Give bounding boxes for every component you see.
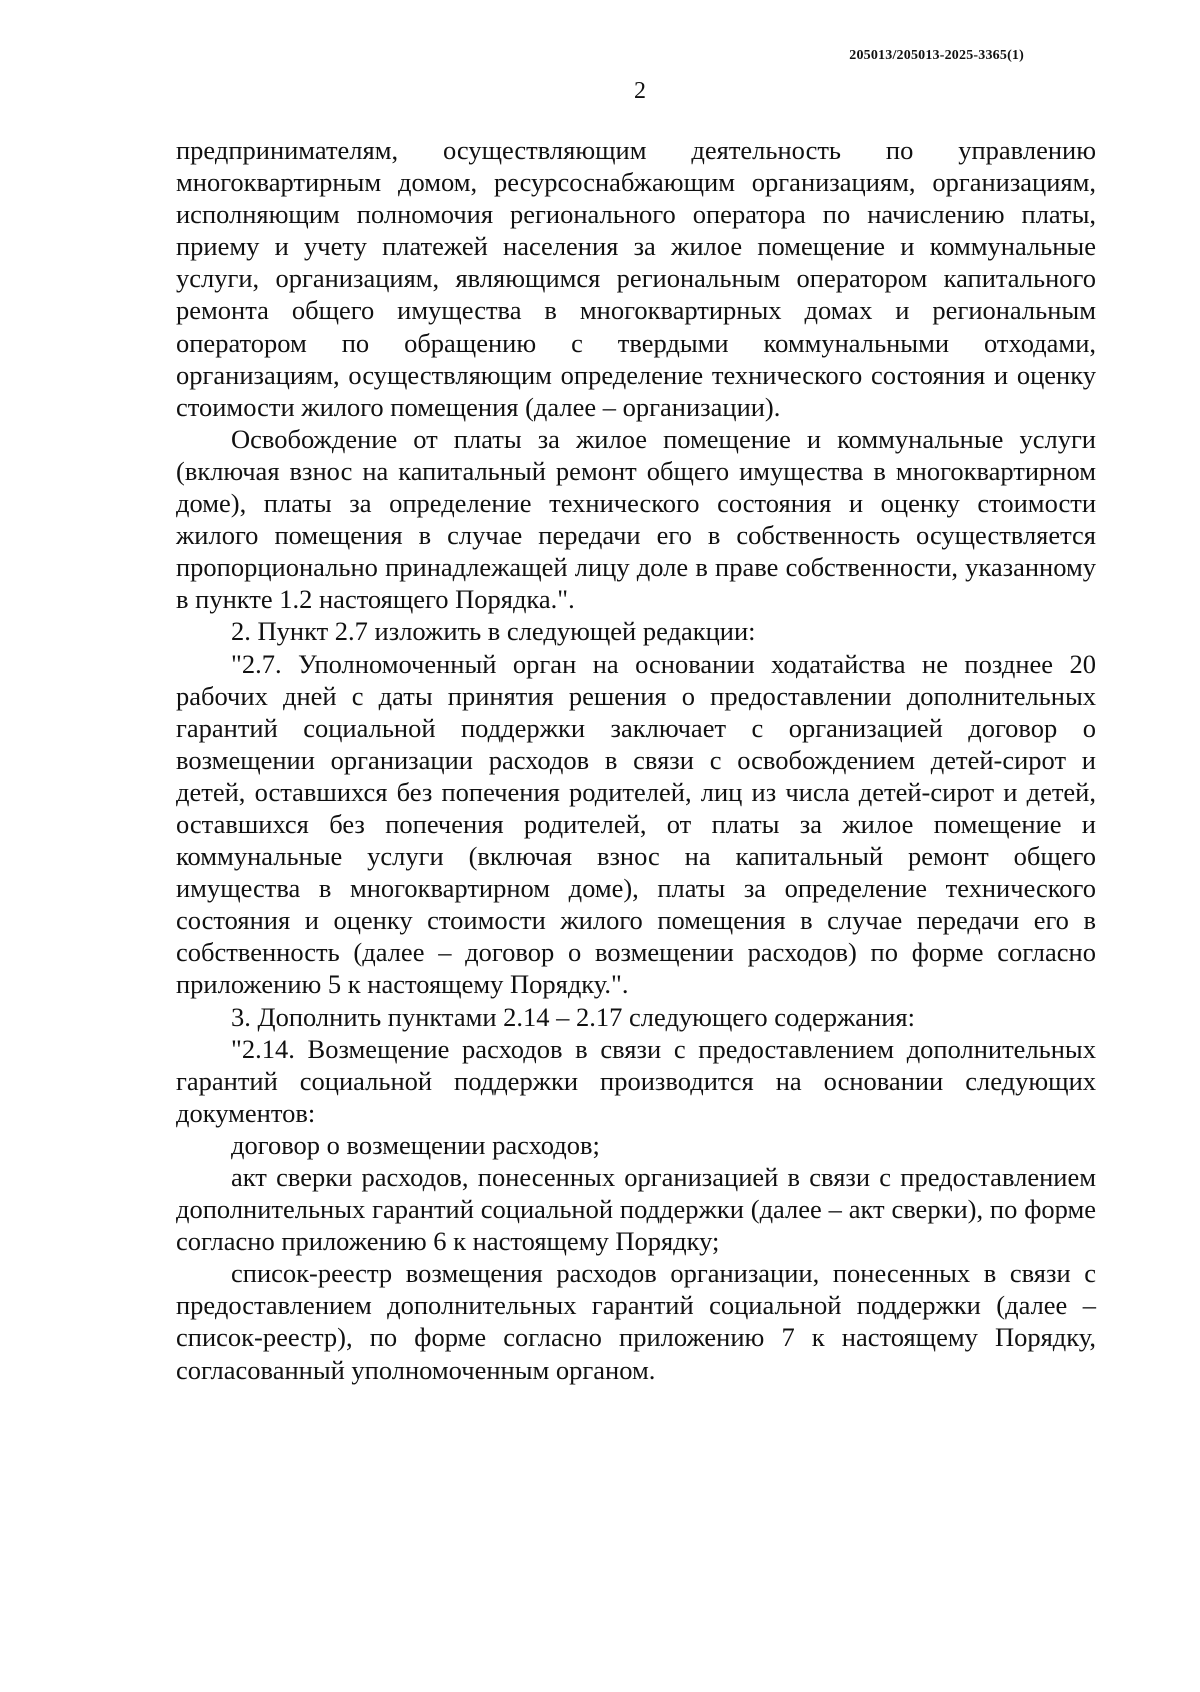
- paragraph-contract: договор о возмещении расходов;: [231, 1129, 600, 1160]
- paragraph-registry-list: список-реестр возмещения расходов организации, понесенных в связи с предоставлением дополнительных гарантий социальной поддержки (далее – список-реестр), по форме согласно приложению 7 к настоящему Порядку, согласованный уполномоченным органом.: [176, 1258, 1096, 1385]
- document-id: 205013/205013-2025-3365(1): [849, 48, 1024, 63]
- paragraph-item-3: 3. Дополнить пунктами 2.14 – 2.17 следующего содержания:: [231, 1001, 915, 1032]
- paragraph-clause-2-7: "2.7. Уполномоченный орган на основании ходатайства не позднее 20 рабочих дней с даты принятия решения о предоставлении дополнительных гарантий социальной поддержки заключает с организацией договор о возмещении организации расходов в связи с освобождением детей-сирот и детей, оставшихся без попечения родителей, лиц из числа детей-сирот и детей, оставшихся без попечения родителей, от платы за жилое помещение и коммунальные услуги (включая взнос на капитальный ремонт общего имущества в многоквартирном доме), платы за определение технического состояния и оценку стоимости жилого помещения в случае передачи его в собственность (далее – договор о возмещении расходов) по форме согласно приложению 5 к настоящему Порядку.".: [176, 648, 1096, 1000]
- paragraph-clause-2-14: "2.14. Возмещение расходов в связи с предоставлением дополнительных гарантий социальной поддержки производится на основании следующих документов:: [176, 1033, 1096, 1128]
- paragraph-organizations: предпринимателям, осуществляющим деятельность по управлению многоквартирным домом, ресурсоснабжающим организациям, организациям, исполняющим полномочия регионального оператора по начислению платы, приему и учету платежей населения за жилое помещение и коммунальные услуги, организациям, являющимся региональным оператором капитального ремонта общего имущества в многоквартирных домах и региональным оператором по обращению с твердыми коммунальными отходами, организациям, осуществляющим определение технического состояния и оценку стоимости жилого помещения (далее – организации).: [176, 135, 1096, 422]
- document-body: [176, 134, 1096, 1386]
- page-number: 2: [634, 78, 646, 104]
- paragraph-reconciliation-act: акт сверки расходов, понесенных организацией в связи с предоставлением дополнительных гарантий социальной поддержки (далее – акт сверки), по форме согласно приложению 6 к настоящему Порядку;: [176, 1162, 1096, 1257]
- paragraph-item-2: 2. Пункт 2.7 изложить в следующей редакции:: [231, 616, 756, 647]
- paragraph-exemption: Освобождение от платы за жилое помещение и коммунальные услуги (включая взнос на капитальный ремонт общего имущества в многоквартирном доме), платы за определение технического состояния и оценку стоимости жилого помещения в случае передачи его в собственность осуществляется пропорционально принадлежащей лицу доле в праве собственности, указанному в пункте 1.2 настоящего Порядка.".: [176, 423, 1096, 615]
